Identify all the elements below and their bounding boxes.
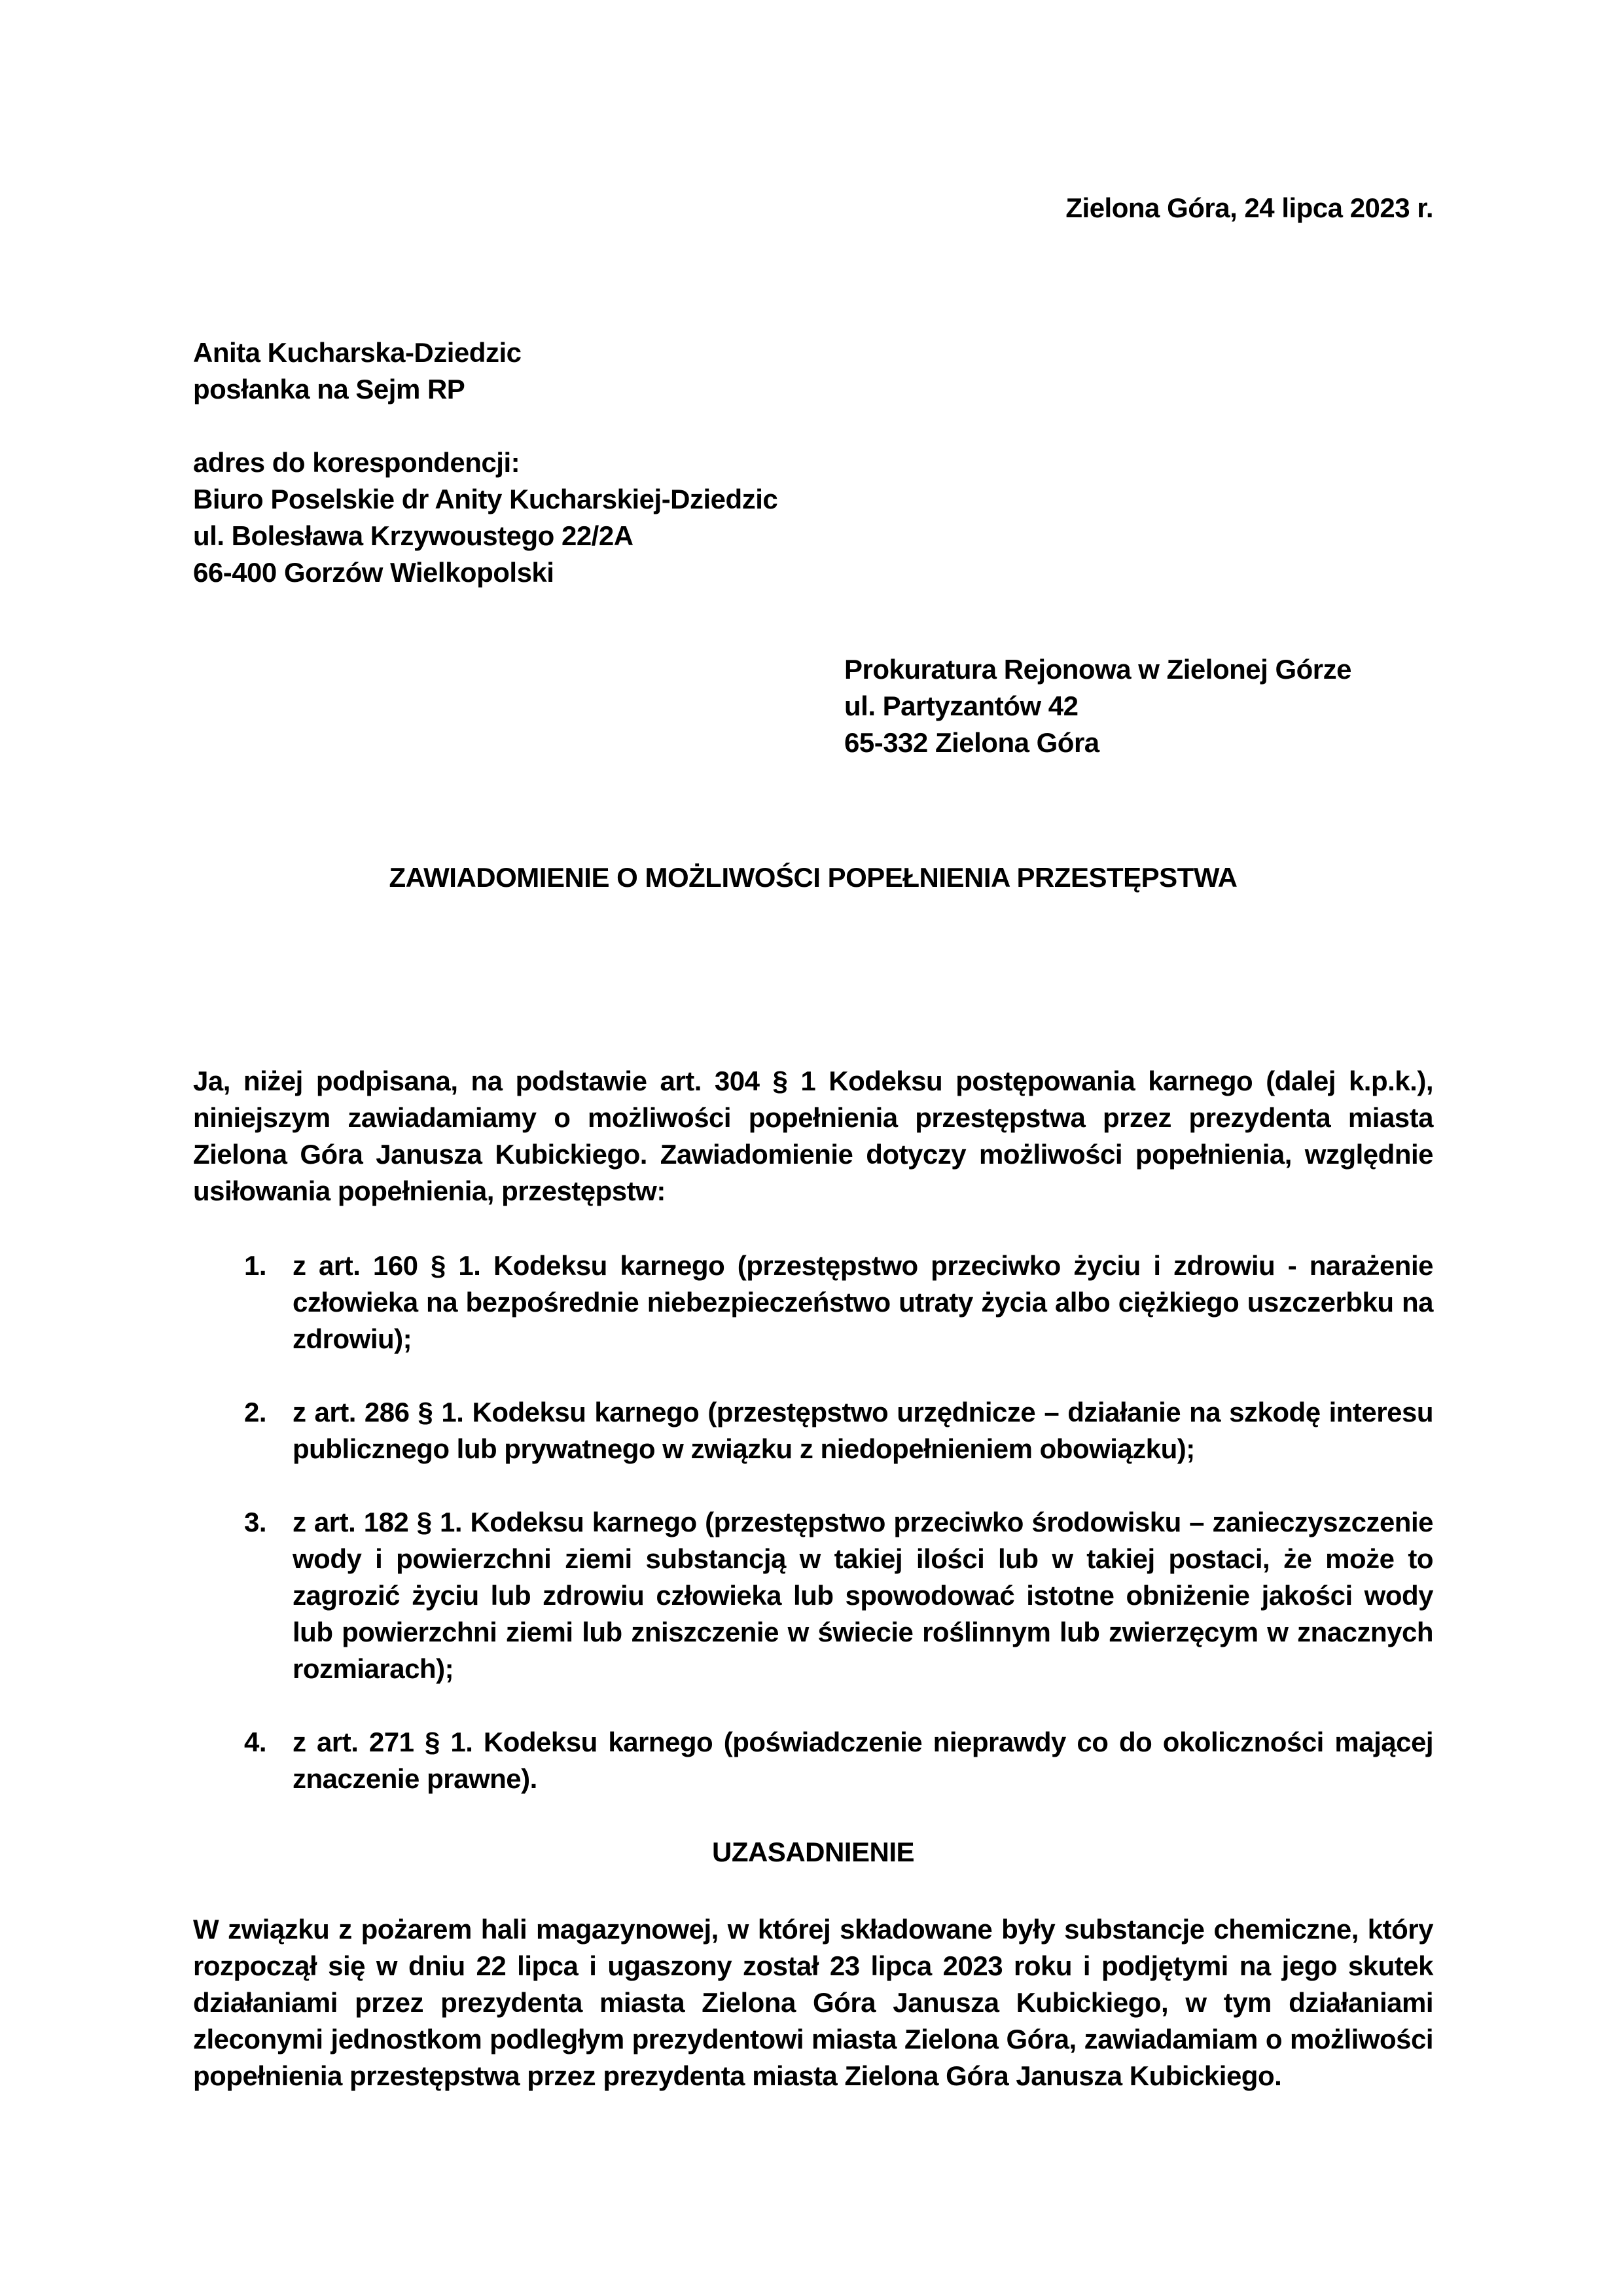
recipient-address-line: ul. Partyzantów 42 xyxy=(844,691,1079,721)
document-title: ZAWIADOMIENIE O MOŻLIWOŚCI POPEŁNIENIA PRZESTĘPSTWA xyxy=(389,862,1238,893)
correspondence-address-block xyxy=(193,444,1433,591)
offense-number: 2. xyxy=(244,1397,267,1427)
offense-list xyxy=(193,1247,1433,1797)
offense-text: z art. 271 § 1. Kodeksu karnego (poświadczenie nieprawdy co do okoliczności mającej znaczenie prawne). xyxy=(293,1727,1433,1794)
offense-text: z art. 160 § 1. Kodeksu karnego (przestępstwo przeciwko życiu i zdrowiu - narażenie człowieka na bezpośrednie niebezpieczeństwo utraty życia albo ciężkiego uszczerbku na zdrowiu); xyxy=(293,1250,1433,1354)
sender-name: Anita Kucharska-Dziedzic xyxy=(193,337,522,368)
justification-paragraph: W związku z pożarem hali magazynowej, w której składowane były substancje chemiczne, który rozpoczął się w dniu 22 lipca i ugaszony został 23 lipca 2023 roku i podjętymi na jego skutek działaniami przez prezydenta miasta Zielona Góra Janusza Kubickiego, w tym działaniami zleconymi jednostkom podległym prezydentowi miasta Zielona Góra, zawiadamiam o możliwości popełnienia przestępstwa przez prezydenta miasta Zielona Góra Janusza Kubickiego. xyxy=(193,1914,1433,2091)
date-line: Zielona Góra, 24 lipca 2023 r. xyxy=(1065,192,1433,223)
offense-text: z art. 286 § 1. Kodeksu karnego (przestępstwo urzędnicze – działanie na szkodę interesu publicznego lub prywatnego w związku z niedopełnieniem obowiązku); xyxy=(293,1397,1433,1464)
offense-number: 4. xyxy=(244,1727,267,1757)
sender-role: posłanka na Sejm RP xyxy=(193,374,465,404)
offense-text: z art. 182 § 1. Kodeksu karnego (przestępstwo przeciwko środowisku – zanieczyszczenie wody i powierzchni ziemi substancją w takiej ilości lub w takiej postaci, że może to zagrozić życiu lub zdrowiu człowieka lub spowodować istotne obniżenie jakości wody lub powierzchni ziemi lub zniszczenie w świecie roślinnym lub zwierzęcym w znacznych rozmiarach); xyxy=(293,1507,1433,1684)
offense-number: 3. xyxy=(244,1507,267,1537)
correspondence-address-label: adres do korespondencji: xyxy=(193,447,520,478)
offense-item-2 xyxy=(193,1394,1433,1467)
correspondence-address-line: Biuro Poselskie dr Anity Kucharskiej-Dziedzic xyxy=(193,484,778,514)
recipient-name: Prokuratura Rejonowa w Zielonej Górze xyxy=(844,654,1351,685)
offense-number: 1. xyxy=(244,1250,267,1281)
offense-item-3 xyxy=(193,1504,1433,1687)
justification-heading: UZASADNIENIE xyxy=(711,1837,915,1867)
recipient-address-line: 65-332 Zielona Góra xyxy=(844,727,1099,758)
offense-item-4 xyxy=(193,1724,1433,1797)
sender-block xyxy=(193,334,1433,408)
offense-item-1 xyxy=(193,1247,1433,1357)
correspondence-address-line: ul. Bolesława Krzywoustego 22/2A xyxy=(193,520,633,551)
recipient-block xyxy=(844,651,1433,761)
intro-paragraph: Ja, niżej podpisana, na podstawie art. 304 § 1 Kodeksu postępowania karnego (dalej k.p.k.), niniejszym zawiadamiamy o możliwości popełnienia przestępstwa przez prezydenta miasta Zielona Góra Janusza Kubickiego. Zawiadomienie dotyczy możliwości popełnienia, względnie usiłowania popełnienia, przestępstw: xyxy=(193,1066,1433,1206)
correspondence-address-line: 66-400 Gorzów Wielkopolski xyxy=(193,557,554,588)
